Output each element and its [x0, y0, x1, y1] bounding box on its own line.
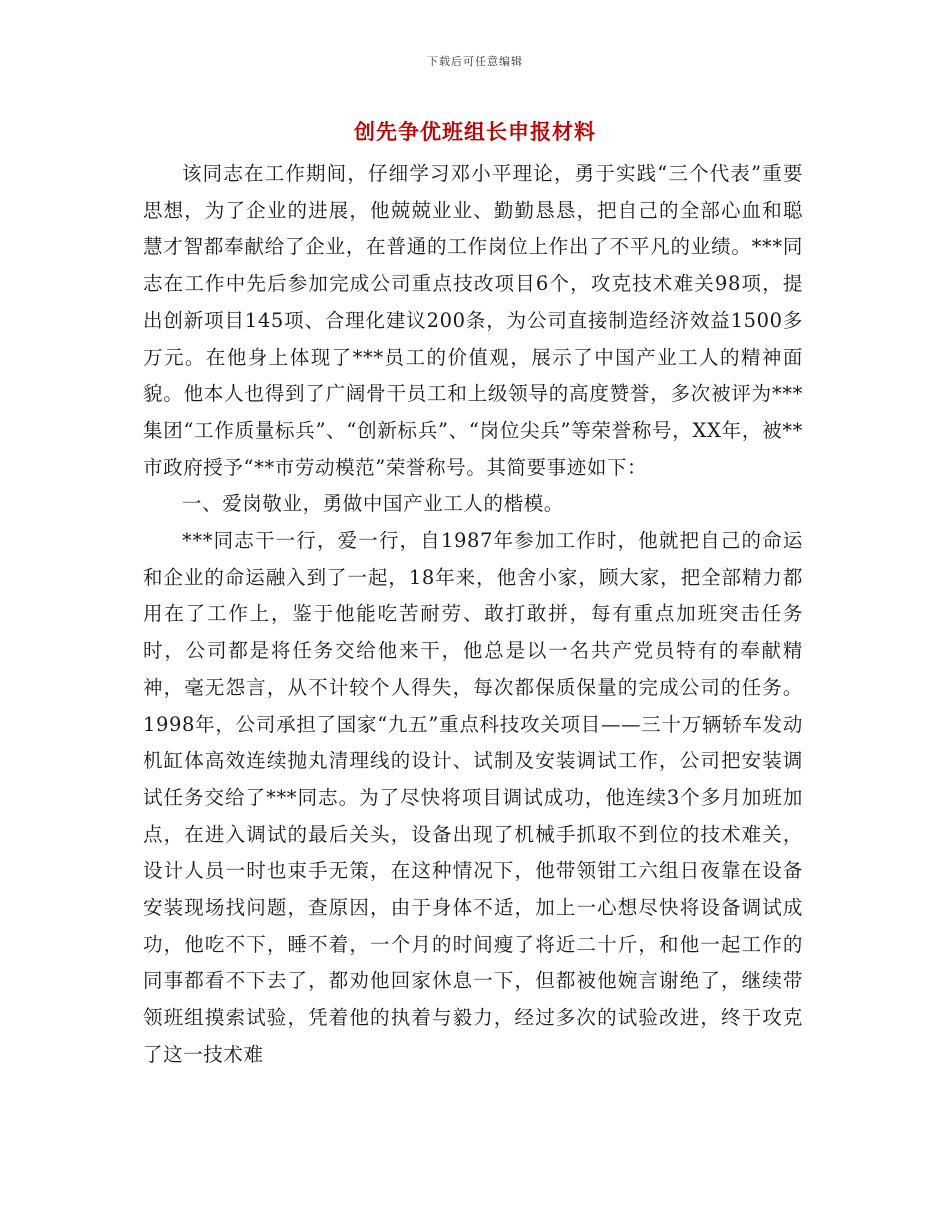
paragraph-intro: 该同志在工作期间，仔细学习邓小平理论，勇于实践“三个代表”重要思想，为了企业的进展，他兢兢业业、勤勤恳恳，把自己的全部心血和聪慧才智都奉献给了企业，在普通的工作岗位上作出了不平凡的业绩。***同志在工作中先后参加完成公司重点技改项目6个，攻克技术难关98项，提出创新项目145项、合理化建议200条，为公司直接制造经济效益1500多万元。在他身上体现了***员工的价值观，展示了中国产业工人的精神面貌。他本人也得到了广阔骨干员工和上级领导的高度赞誉，多次被评为***集团“工作质量标兵”、“创新标兵”、“岗位尖兵”等荣誉称号，XX年，被**市政府授予“**市劳动模范”荣誉称号。其简要事迹如下： — [143, 162, 803, 479]
page-header-note: 下载后可任意编辑 — [427, 55, 523, 68]
section-heading-1: 一、爱岗敬业，勇做中国产业工人的楷模。 — [182, 492, 564, 516]
document-title: 创先争优班组长申报材料 — [354, 119, 596, 144]
document-body — [143, 156, 803, 1074]
paragraph-section-1: ***同志干一行，爱一行，自1987年参加工作时，他就把自己的命运和企业的命运融入到了一起，18年来，他舍小家，顾大家，把全部精力都用在了工作上，鉴于他能吃苦耐劳、敢打敢拼，每有重点加班突击任务时，公司都是将任务交给他来干，他总是以一名共产党员特有的奉献精神，毫无怨言，从不计较个人得失，每次都保质保量的完成公司的任务。1998年，公司承担了国家“九五”重点科技攻关项目——三十万辆轿车发动机缸体高效连续抛丸清理线的设计、试制及安装调试工作，公司把安装调试任务交给了***同志。为了尽快将项目调试成功，他连续3个多月加班加点，在进入调试的最后关头，设备出现了机械手抓取不到位的技术难关，设计人员一时也束手无策，在这种情况下，他带领钳工六组日夜靠在设备安装现场找问题，查原因，由于身体不适，加上一心想尽快将设备调试成功，他吃不下，睡不着，一个月的时间瘦了将近二十斤，和他一起工作的同事都看不下去了，都劝他回家休息一下，但都被他婉言谢绝了，继续带领班组摸索试验，凭着他的执着与毅力，经过多次的试验改进，终于攻克了这一技术难 — [143, 529, 803, 1066]
